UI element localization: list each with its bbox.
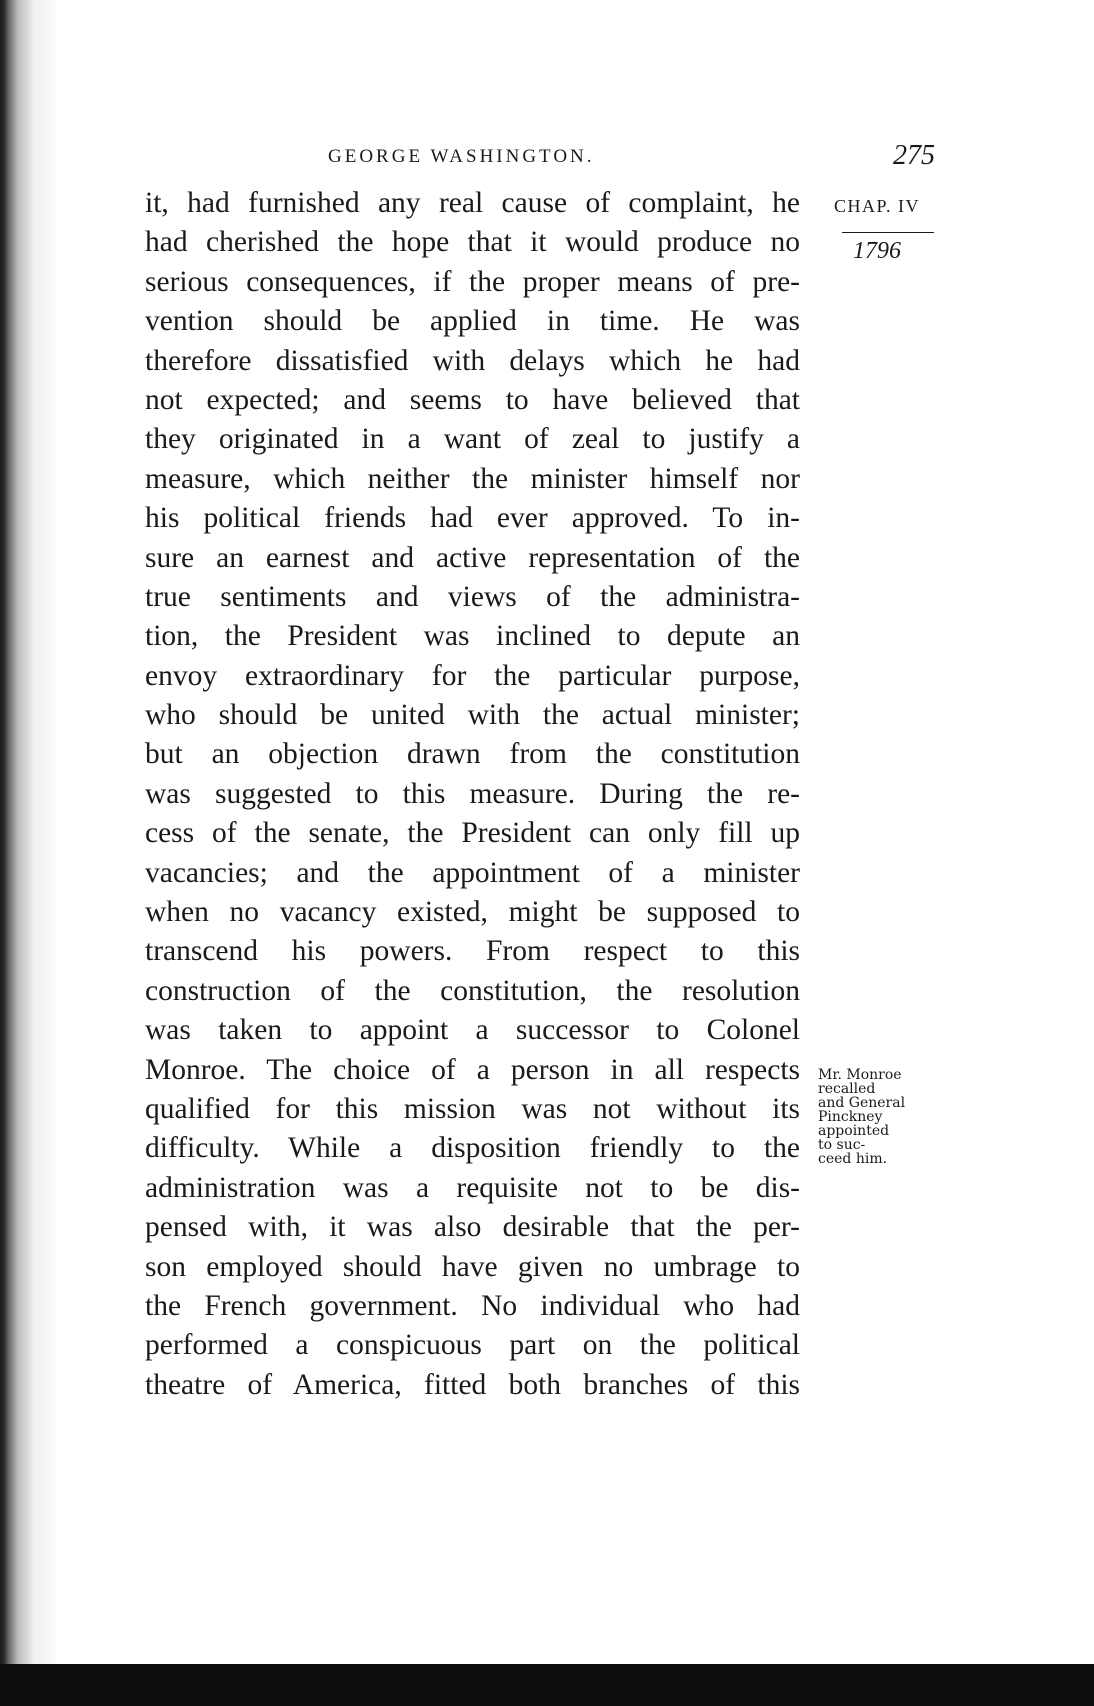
page-number: 275 (893, 140, 935, 171)
body-line: but an objection drawn from the constitution (145, 738, 800, 771)
body-line: administration was a requisite not to be dis- (145, 1171, 800, 1204)
sidenote (818, 1068, 936, 1166)
sidenote-line: Pinckney (818, 1109, 883, 1125)
body-line: true sentiments and views of the administra- (145, 580, 800, 613)
sidenote-line: appointed (818, 1123, 890, 1139)
body-line: vacancies; and the appointment of a minister (145, 856, 800, 889)
chapter-label: CHAP. IV (833, 196, 920, 216)
body-line: sure an earnest and active representation of the (145, 541, 800, 574)
body-line: his political friends had ever approved. To in- (145, 502, 800, 535)
body-line: not expected; and seems to have believed that (145, 383, 800, 416)
running-head: GEORGE WASHINGTON. (328, 146, 595, 167)
body-line: it, had furnished any real cause of complaint, he (145, 187, 800, 219)
body-line: who should be united with the actual minister; (145, 699, 800, 732)
body-line: was taken to appoint a successor to Colonel (145, 1014, 800, 1047)
body-line: Monroe. The choice of a person in all respects (145, 1053, 800, 1086)
sidenote-line: and General (818, 1095, 906, 1111)
body-line: they originated in a want of zeal to justify a (145, 423, 800, 456)
body-line: vention should be applied in time. He was (145, 305, 800, 338)
binding-shadow (0, 0, 60, 1706)
sidenote-line: Mr. Monroe (818, 1067, 902, 1083)
body-line: cess of the senate, the President can only fill up (145, 817, 800, 850)
body-line: therefore dissatisfied with delays which he had (145, 344, 800, 377)
body-line: the French government. No individual who had (145, 1289, 800, 1322)
sidenote-line: recalled (818, 1081, 876, 1097)
sidenote-line: ceed him. (818, 1151, 888, 1167)
chapter-rule (842, 232, 934, 233)
body-line: was suggested to this measure. During the re- (145, 777, 800, 810)
body-line: tion, the President was inclined to depute an (145, 620, 800, 653)
scan-bottom-edge (0, 1664, 1094, 1706)
body-line: pensed with, it was also desirable that the per- (145, 1211, 800, 1244)
body-line: had cherished the hope that it would produce no (145, 226, 800, 259)
year-label: 1796 (853, 238, 901, 264)
body-line: difficulty. While a disposition friendly to the (145, 1132, 800, 1165)
page-header (145, 140, 935, 180)
body-text (145, 184, 800, 1405)
body-line: when no vacancy existed, might be supposed to (145, 896, 800, 929)
body-line: serious consequences, if the proper means of pre- (145, 265, 800, 298)
body-line: construction of the constitution, the resolution (145, 974, 800, 1007)
sidenote-line: to suc- (818, 1137, 866, 1153)
body-line: envoy extraordinary for the particular purpose, (145, 659, 800, 692)
body-line: theatre of America, fitted both branches of this (145, 1368, 800, 1401)
body-line: son employed should have given no umbrage to (145, 1250, 800, 1283)
body-line: transcend his powers. From respect to this (145, 935, 800, 968)
body-line: performed a conspicuous part on the political (145, 1329, 800, 1362)
body-line: measure, which neither the minister himself nor (145, 462, 800, 495)
body-line: qualified for this mission was not without its (145, 1092, 800, 1125)
